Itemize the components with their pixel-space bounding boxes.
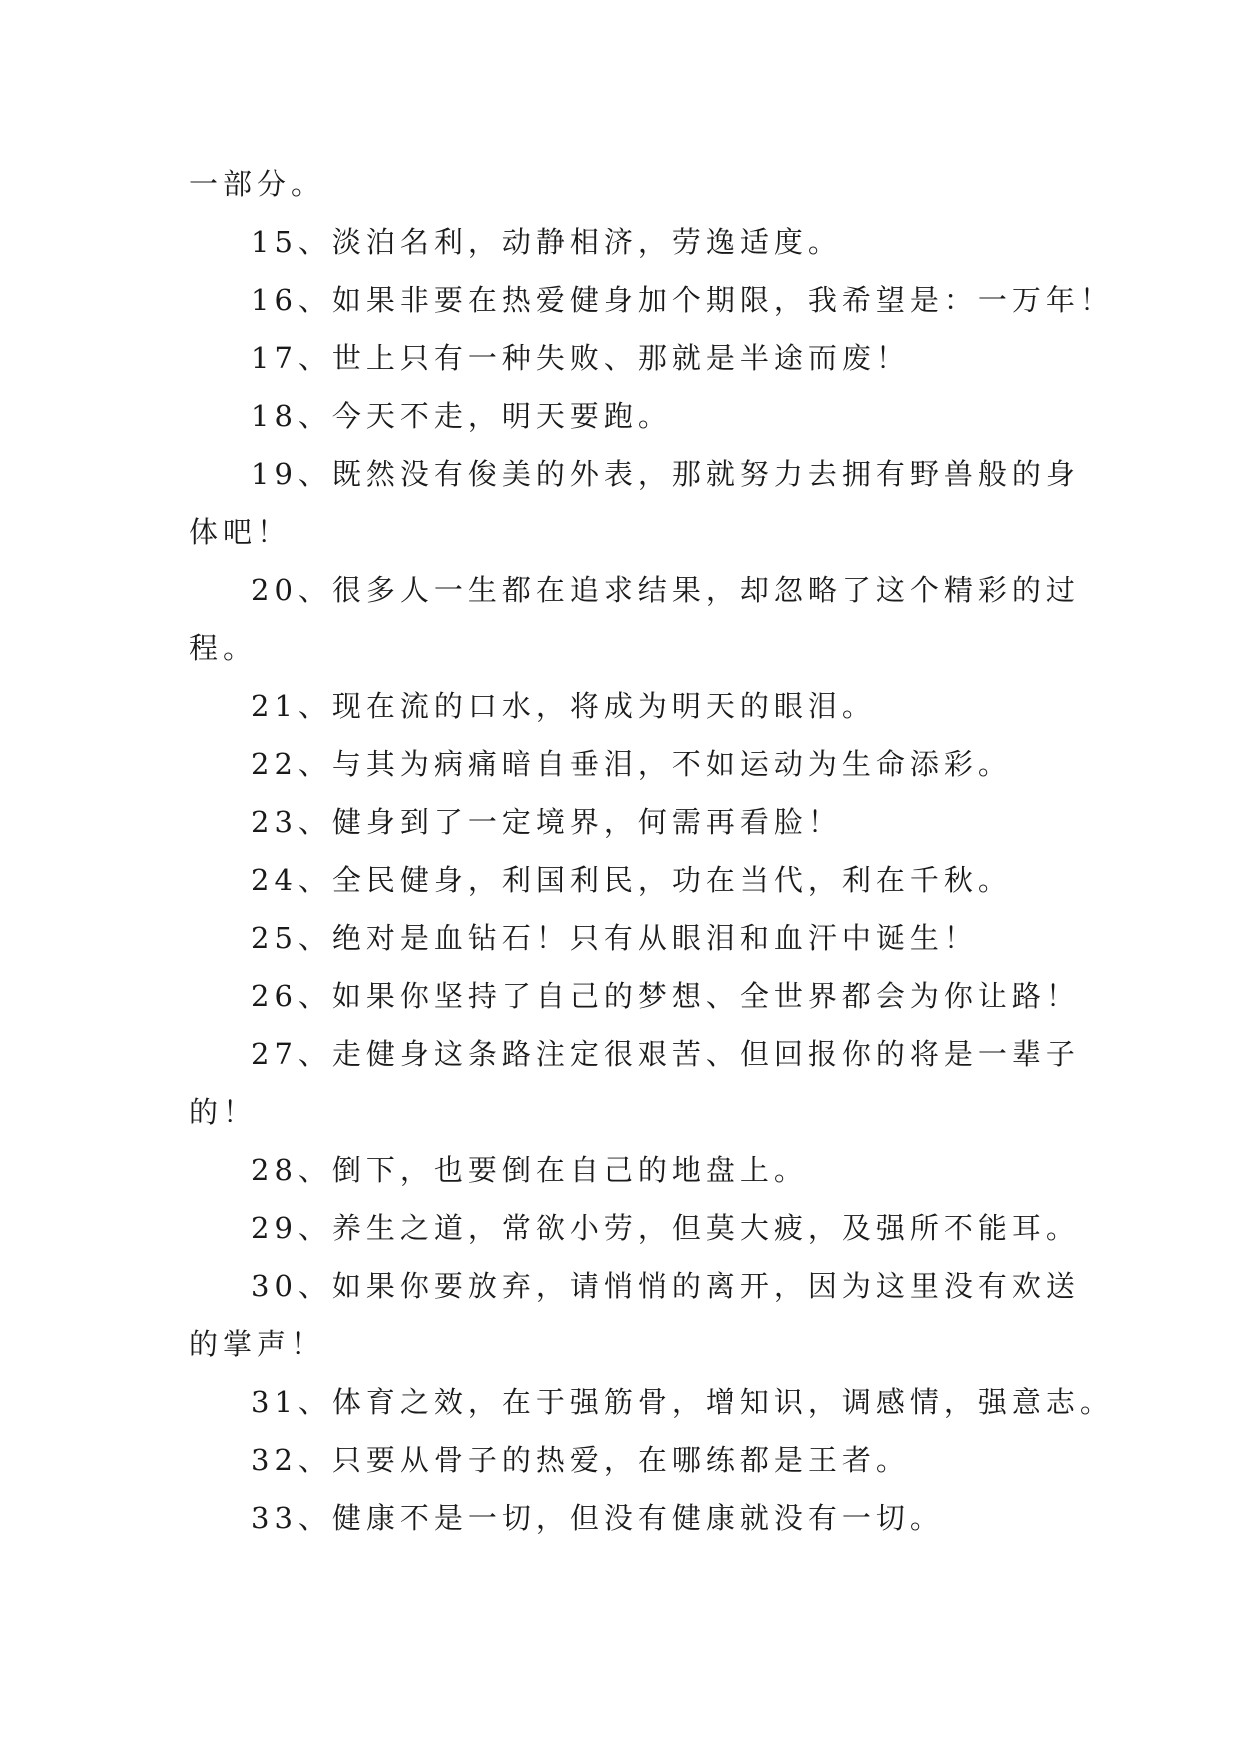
text-line: 的！	[189, 1095, 258, 1129]
text-line: 29、养生之道，常欲小劳，但莫大疲，及强所不能耳。	[251, 1211, 1080, 1245]
text-line: 27、走健身这条路注定很艰苦、但回报你的将是一辈子	[251, 1037, 1080, 1071]
document-body	[189, 155, 1114, 1547]
text-line: 22、与其为病痛暗自垂泪，不如运动为生命添彩。	[251, 747, 1012, 781]
text-line: 24、全民健身，利国利民，功在当代，利在千秋。	[251, 863, 1012, 897]
text-line: 体吧！	[189, 515, 292, 549]
text-line: 17、世上只有一种失败、那就是半途而废！	[251, 341, 910, 375]
text-line: 31、体育之效，在于强筋骨，增知识，调感情，强意志。	[251, 1385, 1114, 1419]
text-line: 21、现在流的口水，将成为明天的眼泪。	[251, 689, 876, 723]
text-line: 20、很多人一生都在追求结果，却忽略了这个精彩的过	[251, 573, 1080, 607]
text-line: 一部分。	[189, 167, 326, 201]
text-line: 16、如果非要在热爱健身加个期限，我希望是：一万年！	[251, 283, 1114, 317]
text-line: 30、如果你要放弃，请悄悄的离开，因为这里没有欢送	[251, 1269, 1080, 1303]
text-line: 15、淡泊名利，动静相济，劳逸适度。	[251, 225, 842, 259]
text-line: 19、既然没有俊美的外表，那就努力去拥有野兽般的身	[251, 457, 1080, 491]
text-line: 程。	[189, 631, 258, 665]
text-line: 23、健身到了一定境界，何需再看脸！	[251, 805, 842, 839]
text-line: 18、今天不走，明天要跑。	[251, 399, 672, 433]
text-line: 26、如果你坚持了自己的梦想、全世界都会为你让路！	[251, 979, 1080, 1013]
text-line: 28、倒下，也要倒在自己的地盘上。	[251, 1153, 808, 1187]
text-line: 25、绝对是血钻石！只有从眼泪和血汗中诞生！	[251, 921, 978, 955]
text-line: 33、健康不是一切，但没有健康就没有一切。	[251, 1501, 944, 1535]
text-line: 的掌声！	[189, 1327, 326, 1361]
text-line: 32、只要从骨子的热爱，在哪练都是王者。	[251, 1443, 910, 1477]
